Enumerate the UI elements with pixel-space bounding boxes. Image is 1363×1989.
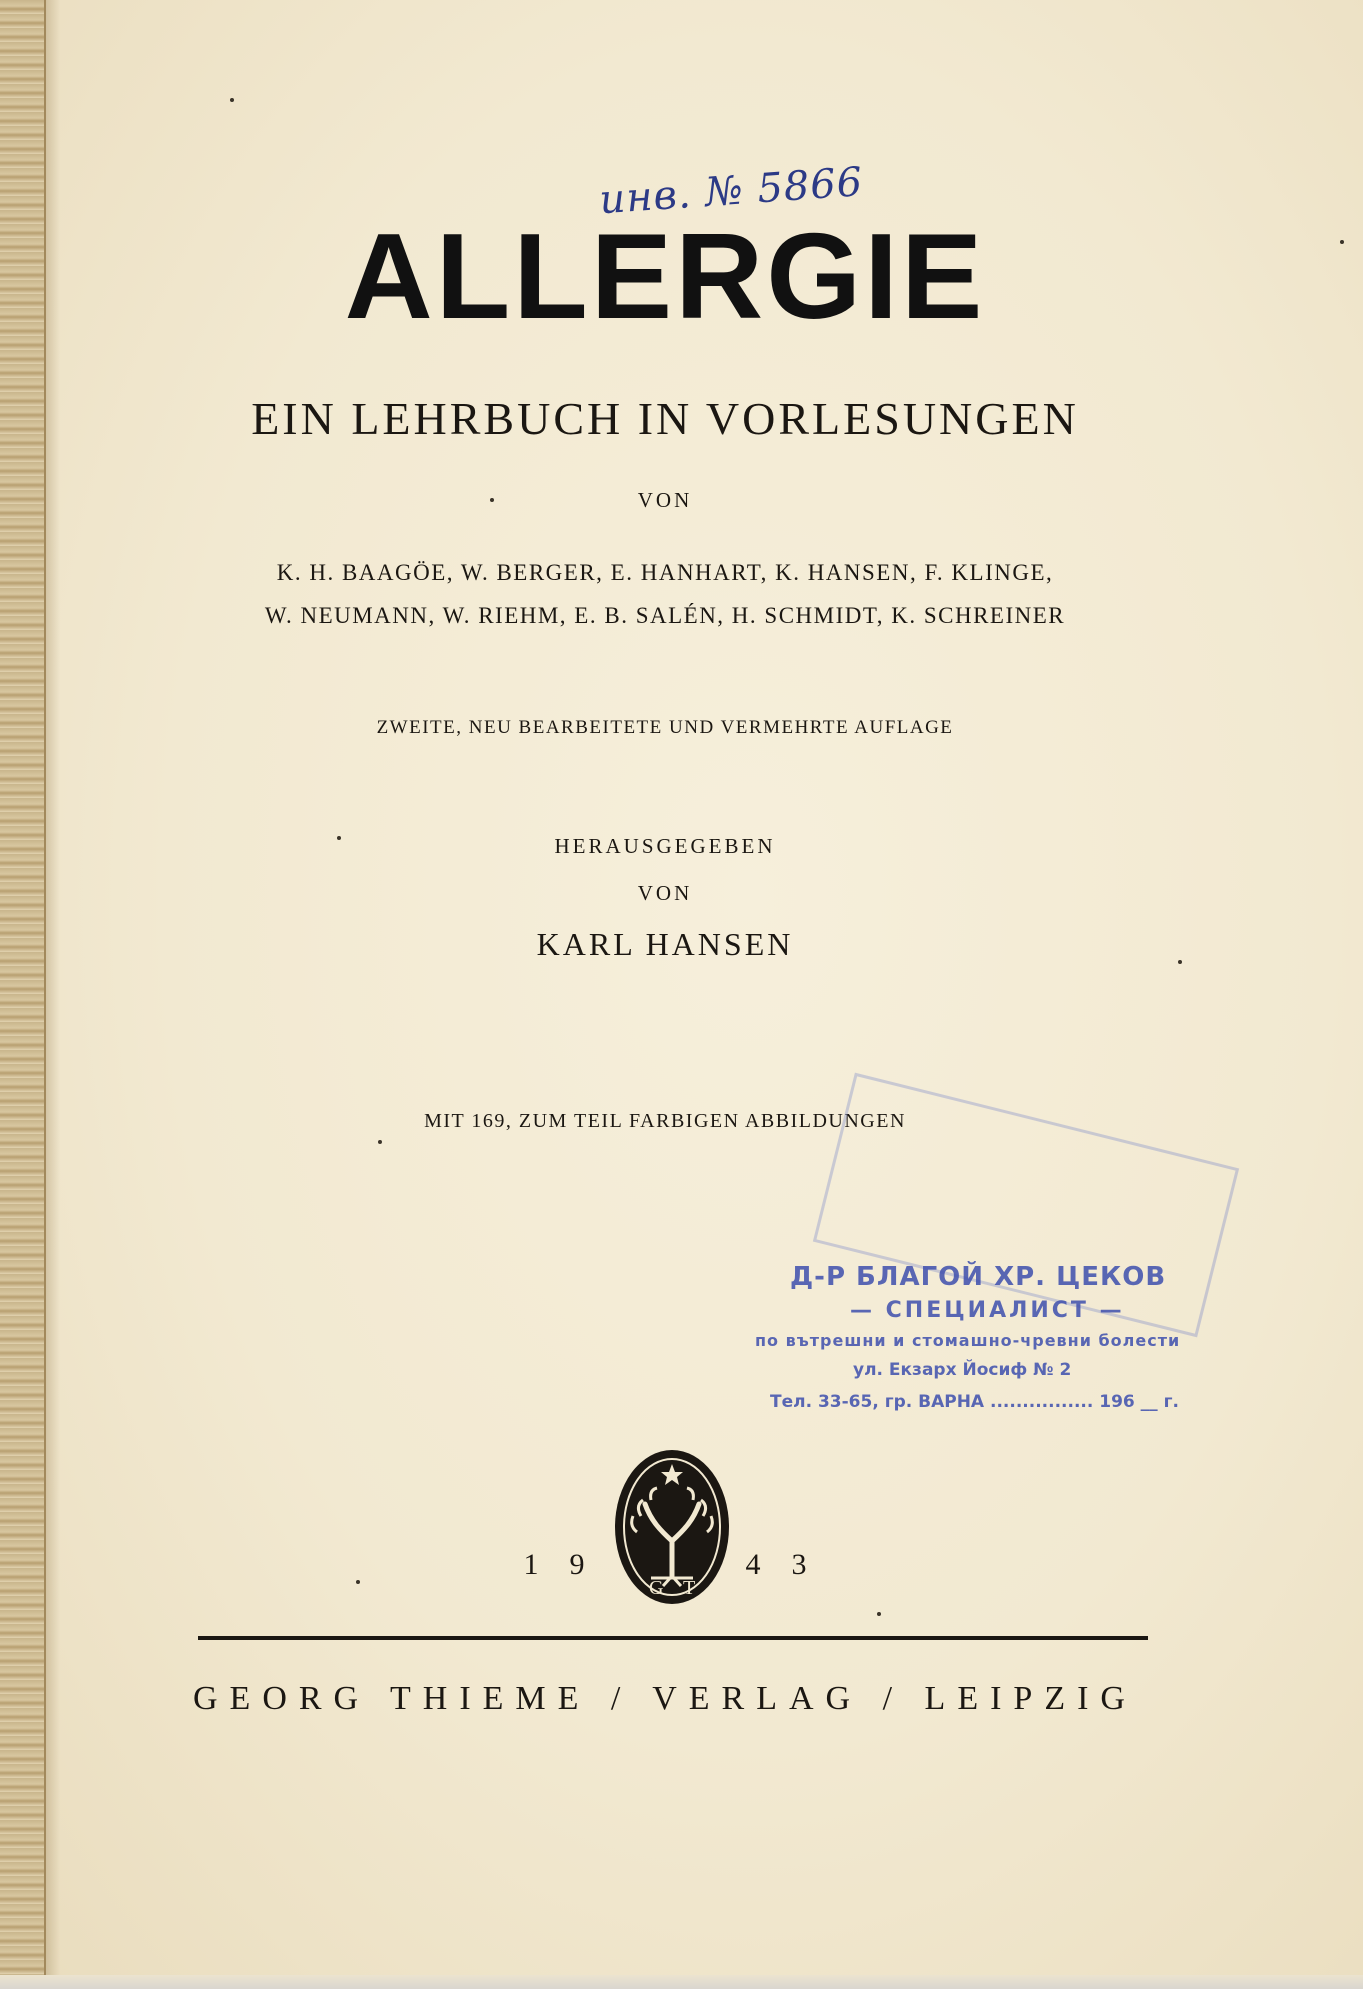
edition-statement: ZWEITE, NEU BEARBEITETE UND VERMEHRTE AUFLAGE — [376, 717, 954, 738]
emblem-letter-g: G — [649, 1577, 664, 1599]
paper-speck — [337, 836, 341, 840]
publisher-line: GEORG THIEME / VERLAG / LEIPZIG — [193, 1680, 1137, 1717]
authors-line-1: K. H. BAAGÖE, W. BERGER, E. HANHART, K. HANSEN, F. KLINGE, — [276, 560, 1054, 585]
edited-by-label: VON — [637, 881, 693, 905]
handwritten-shelfmark: инв. № 5866 — [597, 159, 865, 224]
book-subtitle: EIN LEHRBUCH IN VORLESUNGEN — [251, 393, 1079, 444]
year-digit: 3 — [791, 1548, 807, 1581]
divider-rule — [198, 1636, 1148, 1640]
edited-label: HERAUSGEGEBEN — [554, 834, 776, 858]
paper-speck — [356, 1580, 360, 1584]
page-bottom-edge — [0, 1975, 1363, 1989]
year-digit: 9 — [569, 1548, 585, 1581]
stamp-line-1: Д-Р БЛАГОЙ ХР. ЦЕКОВ — [790, 1262, 1167, 1292]
authors-line-2: W. NEUMANN, W. RIEHM, E. B. SALÉN, H. SCHMIDT, K. SCHREINER — [264, 603, 1066, 628]
paper-speck — [877, 1612, 881, 1616]
stamp-line-4: ул. Екзарх Йосиф № 2 — [853, 1360, 1072, 1380]
stamp-line-5: Тел. 33-65, гр. ВАРНА ................ 196 __ г. — [770, 1392, 1179, 1412]
year-digit: 4 — [745, 1548, 761, 1581]
stamp-line-3: по вътрешни и стомашно-чревни болести — [755, 1331, 1181, 1350]
owner-stamp — [745, 1262, 1235, 1412]
publisher-emblem-icon — [611, 1446, 733, 1608]
editor-name: KARL HANSEN — [536, 926, 794, 962]
paper-speck — [490, 498, 494, 502]
illustrations-note: MIT 169, ZUM TEIL FARBIGEN ABBILDUNGEN — [424, 1110, 906, 1132]
book-title: ALLERGIE — [344, 208, 986, 344]
paper-speck — [230, 98, 234, 102]
year-digit: 1 — [523, 1548, 539, 1581]
emblem-letter-t: T — [683, 1577, 696, 1599]
by-label: VON — [637, 488, 693, 512]
stamp-line-2: — СПЕЦИАЛИСТ — — [850, 1298, 1125, 1323]
paper-speck — [1178, 960, 1182, 964]
paper-speck — [378, 1140, 382, 1144]
paper-speck — [1340, 240, 1344, 244]
